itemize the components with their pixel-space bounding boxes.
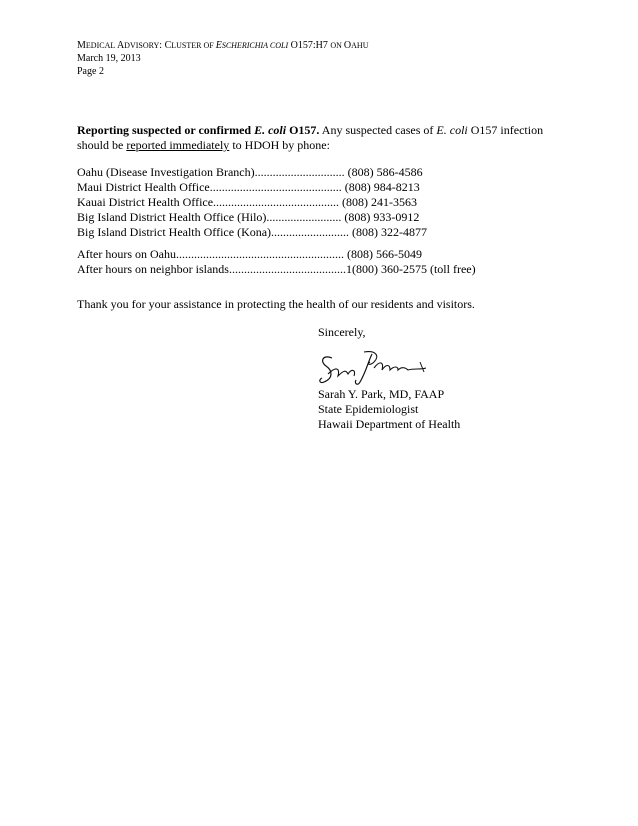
reporting-text-italic: E. coli <box>436 123 468 137</box>
header-title-part: : <box>159 40 165 51</box>
signature-block <box>318 387 460 432</box>
contact-row: Maui District Health Office............................................ (808) 984-8213 <box>77 180 420 194</box>
header-title-part: SCHERICHIA COLI <box>221 41 289 50</box>
header-date: March 19, 2013 <box>77 53 141 64</box>
header-title <box>77 39 368 52</box>
reporting-text-a: Any suspected cases of <box>319 123 437 137</box>
header-title-part: DVISORY <box>124 41 160 50</box>
reporting-text-b: O157 infection should be <box>77 123 544 152</box>
header-title-part: E <box>215 40 222 51</box>
reporting-heading <box>77 123 319 137</box>
after-hours-list <box>77 247 567 277</box>
reporting-text-c: to HDOH by phone: <box>229 138 330 152</box>
reporting-text-underline: reported immediately <box>126 138 230 152</box>
contact-row: Big Island District Health Office (Hilo)......................... (808) 933-0912 <box>77 210 420 224</box>
contact-row: Kauai District Health Office.......................................... (808) 241-3563 <box>77 195 418 209</box>
after-hours-row: After hours on Oahu........................................................ (808) 566-5049 <box>77 247 422 261</box>
contact-list <box>77 165 567 240</box>
contact-row: Oahu (Disease Investigation Branch).............................. (808) 586-4586 <box>77 165 423 179</box>
header-title-part: O <box>343 40 352 51</box>
thanks-paragraph: Thank you for your assistance in protecting the health of our residents and visitors. <box>77 297 475 311</box>
reporting-heading-b: O157. <box>286 123 320 137</box>
signer-title: State Epidemiologist <box>318 402 419 416</box>
reporting-heading-a: Reporting suspected or confirmed <box>77 123 255 137</box>
after-hours-row: After hours on neighbor islands.......................................1(800) 360-2575 (toll free) <box>77 262 476 276</box>
signer-organization: Hawaii Department of Health <box>318 417 461 431</box>
header-title-part: O157:H7 <box>288 40 331 51</box>
header-title-part: C <box>164 40 172 51</box>
reporting-heading-italic: E. coli <box>254 123 287 137</box>
contact-row: Big Island District Health Office (Kona).......................... (808) 322-4877 <box>77 225 428 239</box>
header-title-part: LUSTER OF <box>171 41 216 50</box>
reporting-paragraph <box>77 123 567 153</box>
header-title-part: AHU <box>351 41 369 50</box>
page-header <box>77 39 368 78</box>
signer-name: Sarah Y. Park, MD, FAAP <box>318 387 445 401</box>
header-page-number: Page 2 <box>77 66 104 77</box>
header-title-part: EDICAL <box>85 41 117 50</box>
header-title-part: M <box>77 40 86 51</box>
header-title-part: A <box>116 40 125 51</box>
closing-salutation: Sincerely, <box>318 325 366 339</box>
header-title-part: ON <box>330 41 344 50</box>
handwritten-signature <box>314 348 444 388</box>
